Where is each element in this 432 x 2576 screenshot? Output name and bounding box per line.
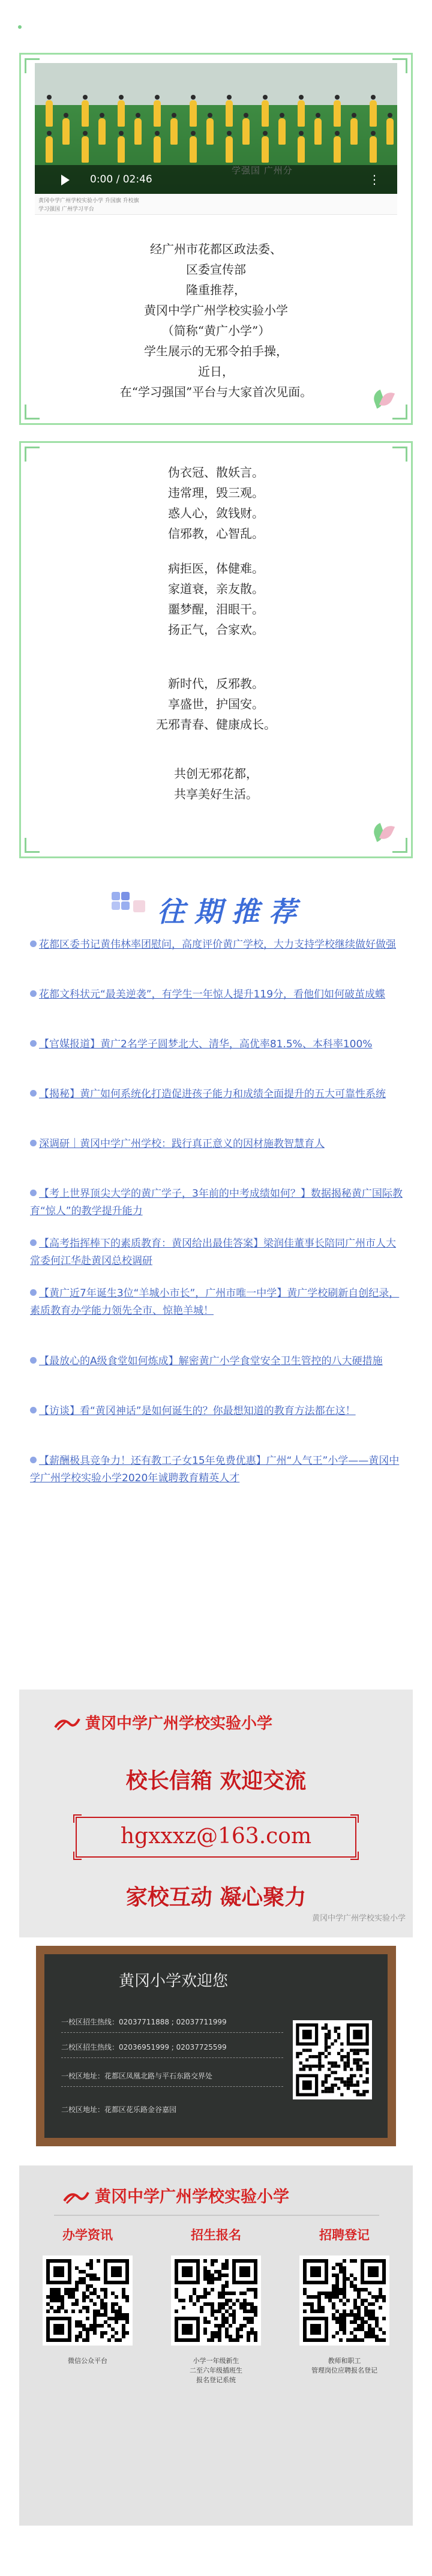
bullet-dot bbox=[30, 990, 37, 997]
more-icon[interactable]: ⋮ bbox=[368, 172, 380, 187]
performer-figure bbox=[370, 136, 377, 163]
recent-post-link[interactable] bbox=[30, 1036, 403, 1053]
performer-figure bbox=[370, 100, 377, 127]
recent-post-text: 花都区委书记黄伟林率团慰问，高度评价黄广学校，大力支持学校继续做好做强 bbox=[39, 939, 396, 951]
poem-stanza-1 bbox=[19, 462, 413, 544]
video-player[interactable] bbox=[35, 63, 397, 194]
poem-stanza-4 bbox=[19, 763, 413, 804]
recent-post-text: 【薪酬极具竞争力！还有教工子女15年免费优惠】广州“人气王”小学——黄冈中学广州学校实验小学2020年诚聘教育精英人才 bbox=[30, 1455, 400, 1484]
poem-line: 共创无邪花都， bbox=[174, 766, 258, 781]
bullet-dot bbox=[30, 940, 37, 947]
bullet-dot bbox=[30, 1239, 37, 1246]
qr-column-enrollment bbox=[156, 2225, 276, 2385]
poem-line: 享盛世，护国安。 bbox=[168, 697, 264, 711]
page-marker-dot bbox=[18, 25, 22, 29]
video-time: 0:00 / 02:46 bbox=[90, 173, 152, 185]
recent-post-link[interactable] bbox=[30, 1403, 403, 1420]
performer-figure bbox=[62, 118, 70, 145]
school-logo-icon bbox=[54, 1715, 80, 1731]
school-name: 黄冈中学广州学校实验小学 bbox=[85, 1715, 273, 1733]
board-line: 二校区招生热线：02036951999 ; 02037725599 bbox=[61, 2043, 227, 2051]
recent-posts-title: 往期推荐 bbox=[157, 895, 306, 928]
watermark-text: 黄冈中学广州学校实验小学 bbox=[311, 1914, 406, 1923]
school-logo-icon bbox=[62, 2189, 90, 2204]
video-caption-line1: 黄冈中学广州学校实验小学 升国旗 升校旗 bbox=[38, 198, 139, 204]
performer-figure bbox=[118, 136, 125, 163]
school-name: 黄冈中学广州学校实验小学 bbox=[95, 2188, 289, 2206]
mailbox-heading: 校长信箱 欢迎交流 bbox=[125, 1769, 307, 1793]
performer-figure bbox=[190, 100, 197, 127]
performer-figure bbox=[334, 100, 341, 127]
recent-post-link[interactable] bbox=[30, 1136, 403, 1153]
performer-figure bbox=[298, 100, 305, 127]
poem-stanza-2 bbox=[19, 558, 413, 640]
email-box bbox=[76, 1817, 356, 1858]
recent-post-link[interactable] bbox=[30, 1285, 403, 1320]
qr-caption: 报名登记系统 bbox=[196, 2376, 236, 2384]
bullet-dot bbox=[30, 1140, 37, 1146]
intro-text bbox=[35, 239, 397, 402]
recent-post-text: 【官媒报道】黄广2名学子圆梦北大、清华，高优率81.5%、本科率100% bbox=[39, 1038, 373, 1050]
performer-figure bbox=[46, 136, 53, 163]
performer-figure bbox=[334, 136, 341, 163]
intro-line: 在“学习强国”平台与大家首次见面。 bbox=[119, 385, 313, 399]
bullet-dot bbox=[30, 1457, 37, 1463]
recent-post-link[interactable] bbox=[30, 1353, 403, 1370]
performer-figure bbox=[134, 118, 142, 145]
poem-line: 扬正气，合家欢。 bbox=[168, 622, 264, 637]
qr-caption: 小学一年级新生 bbox=[193, 2357, 239, 2365]
bullet-dot bbox=[30, 1407, 37, 1413]
video-caption-line2: 学习强国 广州学习平台 bbox=[38, 206, 94, 212]
recent-post-link[interactable] bbox=[30, 986, 403, 1004]
poem-line: 伪衣冠、散妖言。 bbox=[168, 465, 264, 480]
performer-figure bbox=[170, 118, 178, 145]
intro-line: 黄冈中学广州学校实验小学 bbox=[144, 303, 288, 317]
recent-post-text: 深调研｜黄冈中学广州学校：践行真正意义的因材施教智慧育人 bbox=[39, 1138, 325, 1150]
intro-line: 隆重推荐， bbox=[186, 283, 246, 297]
poem-line: 共享美好生活。 bbox=[174, 787, 258, 801]
board-title: 黄冈小学欢迎您 bbox=[118, 1972, 228, 1990]
recent-post-text: 【高考指挥棒下的素质教育：黄冈给出最佳答案】梁润佳董事长陪同广州市人大常委何江华赴黄冈总校调研 bbox=[30, 1238, 396, 1267]
performer-figure bbox=[262, 100, 269, 127]
email-address-link[interactable]: hgxxxz@163.com bbox=[120, 1824, 312, 1849]
qr-codes-banner bbox=[19, 2165, 413, 2526]
recent-post-link[interactable] bbox=[30, 1452, 403, 1487]
qr-column-heading: 办学资讯 bbox=[62, 2228, 113, 2242]
video-controls bbox=[35, 165, 397, 194]
performer-figure bbox=[46, 100, 53, 127]
performer-figure bbox=[278, 118, 286, 145]
performer-figure bbox=[82, 136, 89, 163]
performer-figure bbox=[118, 100, 125, 127]
qr-caption: 管理岗位应聘报名登记 bbox=[311, 2367, 377, 2374]
recent-post-link[interactable] bbox=[30, 1235, 403, 1270]
school-logo bbox=[62, 2183, 289, 2207]
performer-figure bbox=[314, 118, 322, 145]
performer-figure bbox=[262, 136, 269, 163]
board-line: 一校区地址：花都区凤凰北路与平石东路交界处 bbox=[61, 2072, 213, 2080]
performer-figure bbox=[206, 118, 214, 145]
recent-post-text: 【考上世界顶尖大学的黄广学子，3年前的中考成绩如何？】数据揭秘黄广国际教育“惊人”的教学提升能力 bbox=[30, 1188, 403, 1217]
recent-post-link[interactable] bbox=[30, 1185, 403, 1220]
qr-code-icon[interactable] bbox=[43, 2256, 133, 2346]
performer-figure bbox=[226, 100, 233, 127]
bullet-dot bbox=[30, 1289, 37, 1296]
qr-column-recruitment bbox=[284, 2225, 404, 2376]
board-line: 一校区招生热线：02037711888 ; 02037711999 bbox=[61, 2018, 227, 2026]
performer-figure bbox=[154, 100, 161, 127]
welcome-board bbox=[36, 1946, 396, 2146]
video-caption-bar bbox=[35, 194, 397, 215]
recent-post-link[interactable] bbox=[30, 1086, 403, 1103]
performer-figure bbox=[190, 136, 197, 163]
poem-line: 病拒医，体健难。 bbox=[168, 561, 264, 576]
qr-code-icon bbox=[293, 2020, 372, 2099]
recent-post-text: 【最放心的A级食堂如何炼成】解密黄广小学食堂安全卫生管控的八大硬措施 bbox=[39, 1355, 383, 1367]
qr-column-heading: 招聘登记 bbox=[319, 2228, 370, 2242]
qr-column-news bbox=[28, 2225, 148, 2366]
recent-post-text: 花都文科状元“最美逆袭”，有学生一年惊人提升119分，看他们如何破茧成蝶 bbox=[39, 989, 386, 1001]
poem-line: 信邪教，心智乱。 bbox=[168, 526, 264, 541]
bullet-dot bbox=[30, 1190, 37, 1196]
qr-caption: 教师和职工 bbox=[328, 2357, 361, 2365]
performer-figure bbox=[386, 118, 394, 145]
qr-code-icon[interactable] bbox=[299, 2256, 389, 2346]
slogan-text: 家校互动 凝心聚力 bbox=[125, 1885, 307, 1910]
performer-figure bbox=[154, 136, 161, 163]
principal-mailbox-banner bbox=[19, 1690, 413, 1937]
recent-post-link[interactable] bbox=[30, 936, 403, 954]
bullet-dot bbox=[30, 1090, 37, 1097]
poem-line: 新时代，反邪教。 bbox=[168, 676, 264, 691]
poem-stanza-3 bbox=[19, 673, 413, 735]
bullet-dot bbox=[30, 1040, 37, 1047]
play-icon[interactable] bbox=[61, 175, 70, 185]
qr-column-heading: 招生报名 bbox=[191, 2228, 241, 2242]
performer-figure bbox=[350, 118, 358, 145]
recent-post-text: 【黄广近7年诞生3位“羊城小市长”，广州市唯一中学】黄广学校刷新自创纪录，素质教育办学能力领先全市、惊艳羊城！ bbox=[30, 1287, 400, 1317]
performer-figure bbox=[226, 136, 233, 163]
recent-post-text: 【访谈】看“黄冈神话”是如何诞生的？你最想知道的教育方法都在这！ bbox=[39, 1405, 356, 1417]
qr-caption: 微信公众平台 bbox=[68, 2357, 107, 2365]
intro-line: 学生展示的无邪令拍手操， bbox=[144, 344, 288, 358]
board-line: 二校区地址：花都区花乐路金谷嘉园 bbox=[61, 2105, 177, 2114]
school-logo bbox=[54, 1711, 272, 1733]
bullet-dot bbox=[30, 1357, 37, 1364]
poem-line: 惑人心，敛钱财。 bbox=[168, 506, 264, 520]
leaf-icon bbox=[371, 822, 395, 843]
poem-line: 家道衰，亲友散。 bbox=[168, 582, 264, 596]
performer-figure bbox=[298, 136, 305, 163]
poem-line: 噩梦醒，泪眼干。 bbox=[168, 602, 264, 616]
intro-line: 近日， bbox=[198, 364, 234, 379]
performer-figure bbox=[98, 118, 106, 145]
qr-code-icon[interactable] bbox=[171, 2256, 261, 2346]
intro-line: （简称“黄广小学”） bbox=[161, 324, 271, 338]
qr-caption: 二至六年级插班生 bbox=[190, 2367, 242, 2374]
recent-post-text: 【揭秘】黄广如何系统化打造促进孩子能力和成绩全面提升的五大可靠性系统 bbox=[39, 1088, 386, 1100]
poem-line: 违常理，毁三观。 bbox=[168, 486, 264, 500]
dice-icon bbox=[112, 892, 148, 918]
intro-line: 经广州市花都区政法委、 bbox=[150, 242, 282, 256]
performer-figure bbox=[242, 118, 250, 145]
performers-image bbox=[35, 87, 397, 171]
intro-line: 区委宣传部 bbox=[186, 262, 246, 277]
performer-figure bbox=[82, 100, 89, 127]
poem-line: 无邪青春、健康成长。 bbox=[156, 717, 276, 732]
